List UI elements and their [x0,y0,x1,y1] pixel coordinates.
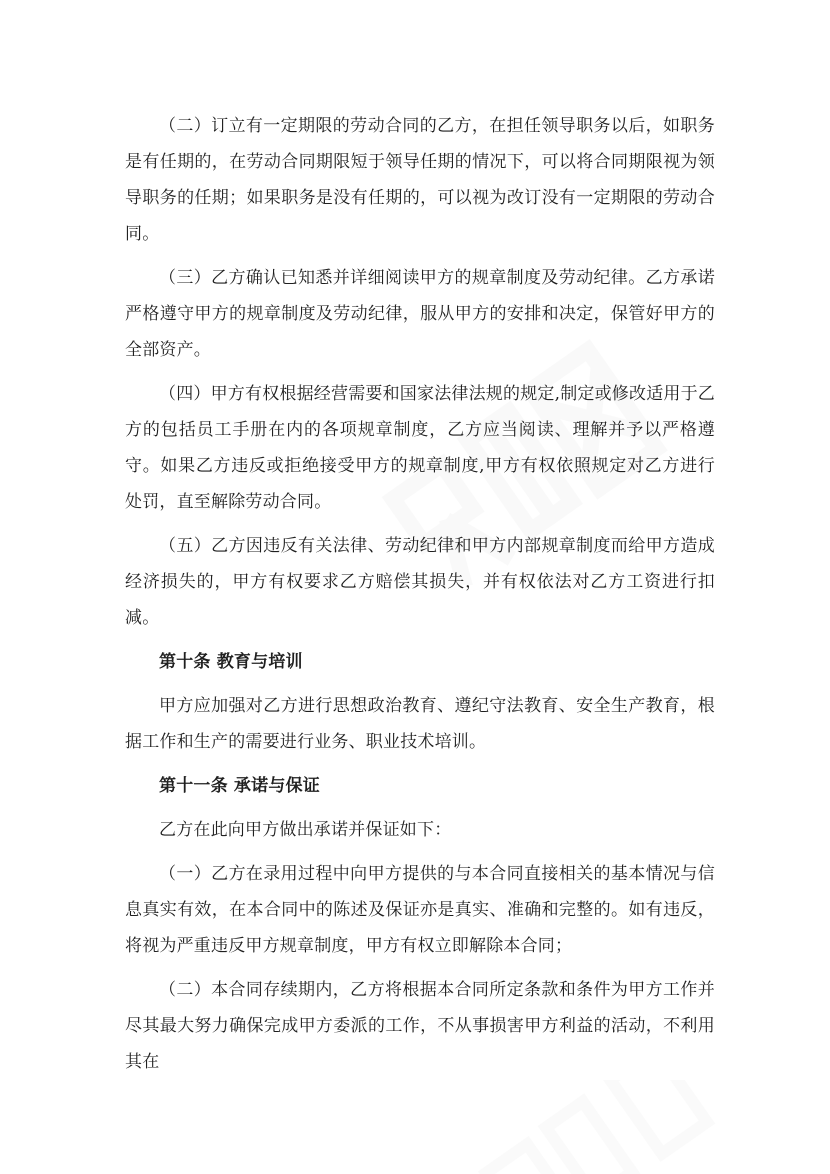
section-10-heading: 第十条 教育与培训 [159,652,303,672]
section-11-item-2: （二）本合同存续期内，乙方将根据本合同所定条款和条件为甲方工作并尽其最大努力确保完成甲方委派的工作，不从事损害甲方利益的活动，不利用其在 [125,980,715,1072]
paragraph-clause-2: （二）订立有一定期限的劳动合同的乙方，在担任领导职务以后，如职务是有任期的，在劳动合同期限短于领导任期的情况下，可以将合同期限视为领导职务的任期；如果职务是没有任期的，可以视为改订没有一定期限的劳动合同。 [125,116,715,244]
watermark-logo-bottom [420,1080,740,1174]
section-10-text: 甲方应加强对乙方进行思想政治教育、遵纪守法教育、安全生产教育，根据工作和生产的需要进行业务、职业技术培训。 [125,696,715,752]
section-11-intro: 乙方在此向甲方做出承诺并保证如下： [159,820,452,840]
section-11-heading: 第十一条 承诺与保证 [159,776,320,796]
document-body [125,108,715,1088]
paragraph-clause-5: （五）乙方因违反有关法律、劳动纪律和甲方内部规章制度而给甲方造成经济损失的，甲方有权要求乙方赔偿其损失，并有权依法对乙方工资进行扣减。 [125,536,715,628]
paragraph-clause-4: （四）甲方有权根据经营需要和国家法律法规的规定,制定或修改适用于乙方的包括员工手册在内的各项规章制度，乙方应当阅读、理解并予以严格遵守。如果乙方违反或拒绝接受甲方的规章制度,甲方有权依照规定对乙方进行处罚，直至解除劳动合同。 [125,384,716,512]
paragraph-clause-3: （三）乙方确认已知悉并详细阅读甲方的规章制度及劳动纪律。乙方承诺严格遵守甲方的规章制度及劳动纪律，服从甲方的安排和决定，保管好甲方的全部资产。 [125,268,715,360]
section-11-item-1: （一）乙方在录用过程中向甲方提供的与本合同直接相关的基本情况与信息真实有效，在本合同中的陈述及保证亦是真实、准确和完整的。如有违反，将视为严重违反甲方规章制度，甲方有权立即解除本合同； [125,864,715,956]
